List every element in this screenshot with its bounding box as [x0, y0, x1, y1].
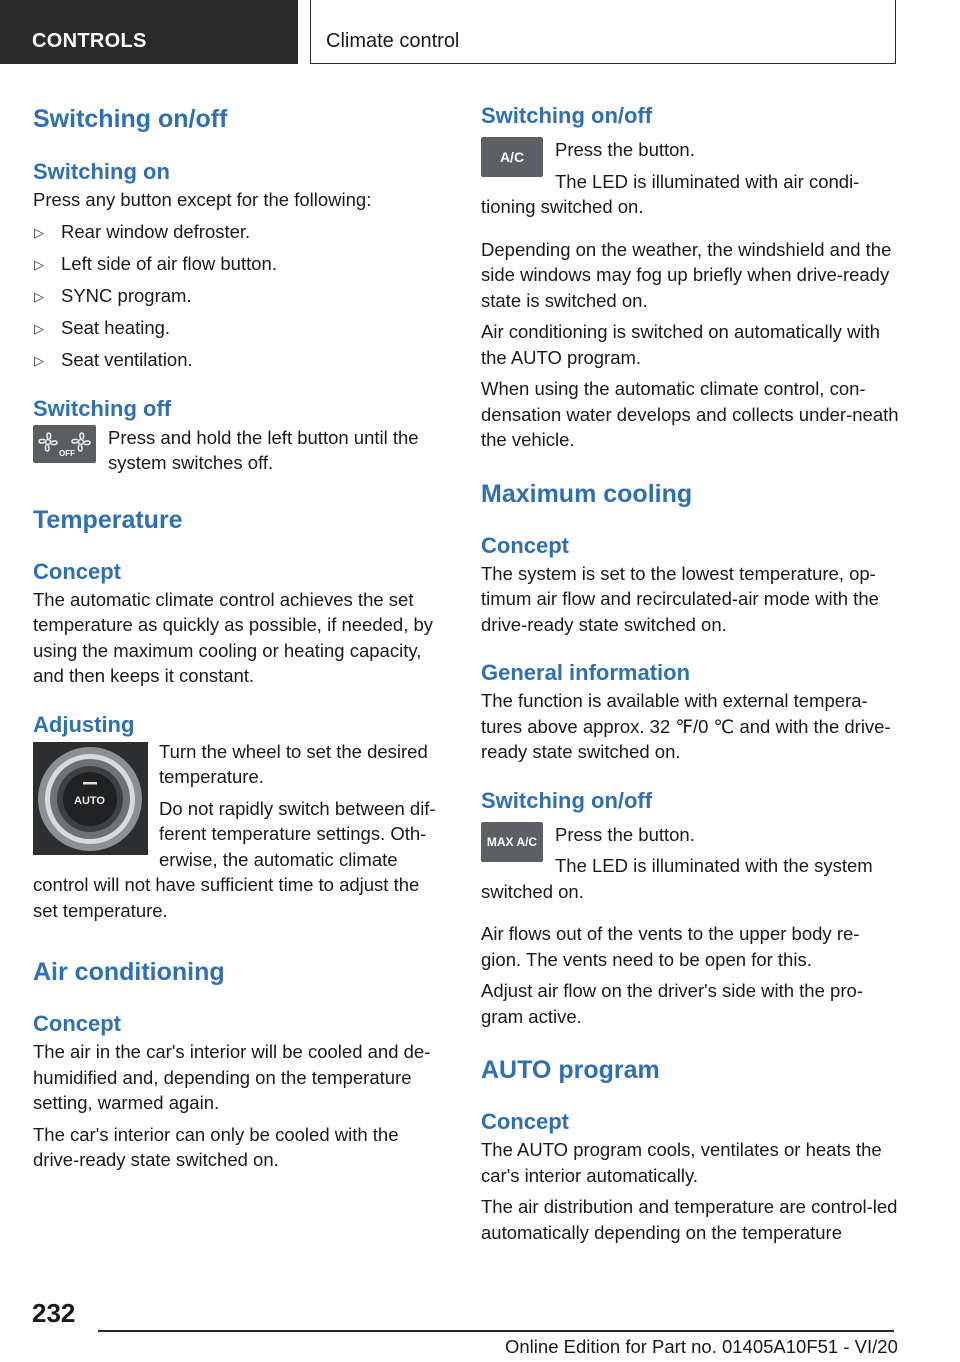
auto-program-heading: AUTO program — [481, 1056, 660, 1084]
right-column — [481, 98, 899, 1245]
max-cooling-concept-text: The system is set to the lowest temperature, op-timum air flow and recirculated-air mode with the drive-ready state switched on. — [481, 562, 879, 635]
ac-switching-heading: Switching on/off — [481, 103, 653, 128]
auto-concept-heading: Concept — [481, 1109, 569, 1134]
led-text-2: The LED is illuminated with the system switched on. — [481, 855, 873, 902]
section-tab — [0, 0, 298, 64]
max-ac-button-block — [481, 822, 899, 905]
air-conditioning-heading: Air conditioning — [33, 958, 225, 986]
list-item: ▷ SYNC program. — [33, 283, 448, 309]
max-cooling-concept-heading: Concept — [481, 532, 569, 558]
left-column — [33, 98, 448, 1173]
fan-off-button-icon — [33, 425, 96, 463]
max-ac-button-icon: MAX A/C — [481, 822, 543, 862]
svg-text:OFF: OFF — [58, 448, 75, 458]
svg-text:AUTO: AUTO — [74, 794, 105, 807]
temperature-heading: Temperature — [33, 505, 183, 534]
list-item: ▷ Rear window defroster. — [33, 219, 448, 245]
ac-concept-text-2: The car's interior can only be cooled with the drive-ready state switched on. — [33, 1123, 399, 1170]
adjusting-text-2: Do not rapidly switch between dif-ferent temperature settings. Oth-erwise, the automatic climate control will not have sufficient time to adjust the set temperature. — [33, 797, 436, 921]
general-info-text: The function is available with external tempera-tures above approx. 32 ℉/0 ℃ and with the drive-ready state switched on. — [481, 690, 891, 762]
ac-concept-text-1: The air in the car's interior will be cooled and de-humidified and, depending on the temperature setting, warmed again. — [33, 1041, 431, 1113]
switching-off-block — [33, 425, 448, 476]
section-label: CONTROLS — [32, 30, 147, 52]
list-item: ▷ Seat heating. — [33, 315, 448, 341]
edition-text: Online Edition for Part no. 01405A10F51 - VI/20 — [505, 1336, 898, 1357]
switching-on-text: Press any button except for the following: — [33, 189, 372, 210]
list-item: ▷ Left side of air flow button. — [33, 251, 448, 277]
auto-concept-text-2: The air distribution and temperature are control-led automatically depending on the temperature — [481, 1196, 898, 1243]
press-button-text: Press the button. — [555, 139, 695, 160]
exception-list — [33, 219, 448, 373]
switching-off-text: Press and hold the left button until the system switches off. — [108, 426, 419, 473]
airflow-text-1: Air flows out of the vents to the upper body re-gion. The vents need to be open for this. — [481, 923, 860, 970]
bullet-triangle-icon: ▷ — [34, 289, 44, 304]
auto-program-ac-text: Air conditioning is switched on automatically with the AUTO program. — [481, 321, 880, 368]
bullet-triangle-icon: ▷ — [34, 225, 44, 240]
chapter-title: Climate control — [326, 30, 460, 52]
bullet-triangle-icon: ▷ — [34, 353, 44, 368]
general-info-heading: General information — [481, 660, 691, 685]
bullet-triangle-icon: ▷ — [34, 321, 44, 336]
ac-concept-heading: Concept — [33, 1011, 121, 1036]
adjusting-text-1: Turn the wheel to set the desired temperature. — [159, 740, 428, 787]
footer-divider — [98, 1330, 894, 1332]
press-button-text-2: Press the button. — [555, 823, 695, 845]
ac-button-icon: A/C — [481, 137, 543, 177]
led-text: The LED is illuminated with air condi-tioning switched on. — [481, 170, 860, 217]
switching-onoff-heading: Switching on/off — [33, 105, 228, 133]
temperature-concept-text: The automatic climate control achieves the set temperature as quickly as possible, if needed, by using the maximum cooling or heating capacity, and then keeps it constant. — [33, 588, 434, 686]
chapter-tab — [310, 0, 896, 64]
page-number: 232 — [32, 1298, 76, 1328]
adjusting-heading: Adjusting — [33, 711, 135, 737]
auto-concept-text-1: The AUTO program cools, ventilates or heats the car's interior automatically. — [481, 1139, 882, 1186]
list-item: ▷ Seat ventilation. — [33, 347, 448, 373]
max-ac-switching-heading: Switching on/off — [481, 787, 653, 813]
condensation-text: When using the automatic climate control, con-densation water develops and collects under-neath the vehicle. — [481, 378, 899, 450]
max-cooling-heading: Maximum cooling — [481, 479, 693, 508]
bullet-triangle-icon: ▷ — [34, 257, 44, 272]
ac-button-block — [481, 137, 899, 220]
temperature-concept-heading: Concept — [33, 558, 121, 584]
adjusting-block — [33, 739, 448, 924]
temperature-knob-image — [33, 742, 148, 855]
airflow-text-2: Adjust air flow on the driver's side with the pro-gram active. — [481, 980, 863, 1027]
switching-off-heading: Switching off — [33, 395, 172, 421]
switching-on-heading: Switching on — [33, 159, 170, 184]
weather-text: Depending on the weather, the windshield and the side windows may fog up briefly when drive-ready state is switched on. — [481, 238, 892, 311]
